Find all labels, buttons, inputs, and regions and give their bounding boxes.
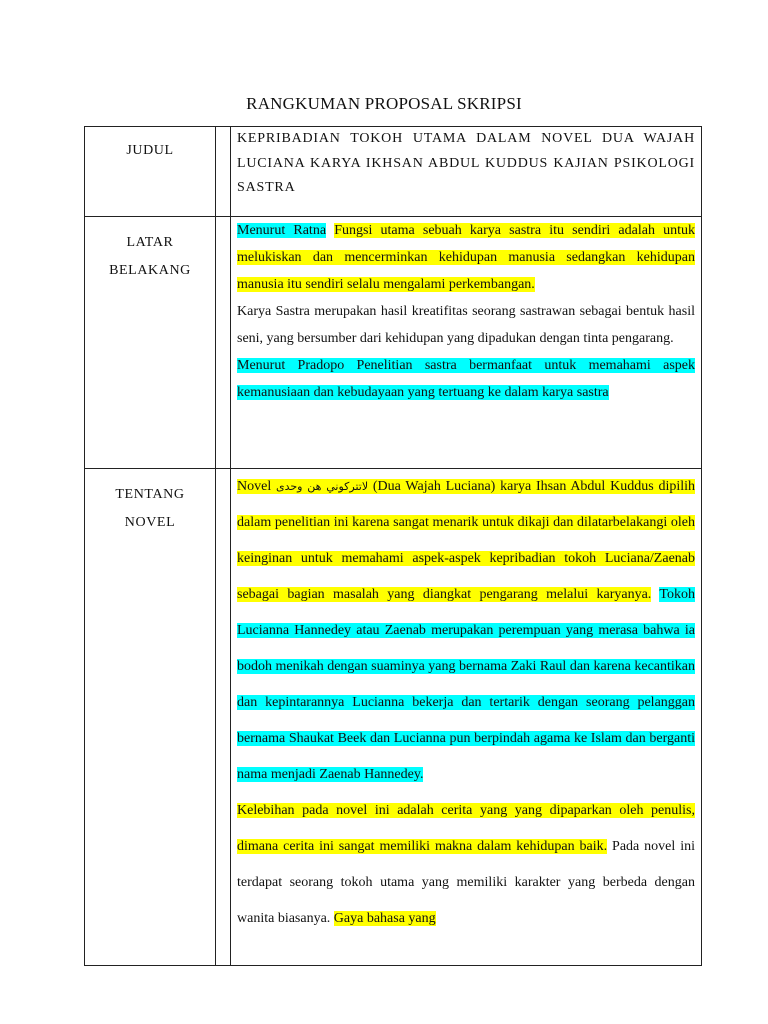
- label-line: TENTANG: [115, 487, 185, 502]
- row-label-latar-belakang: [85, 217, 216, 469]
- label-line: JUDUL: [126, 143, 174, 158]
- paragraph: [237, 793, 695, 937]
- judul-text: KEPRIBADIAN TOKOH UTAMA DALAM NOVEL DUA WAJAH LUCIANA KARYA IKHSAN ABDUL KUDDUS KAJIAN PSIKOLOGI SASTRA: [237, 131, 695, 195]
- row-label-judul: [85, 127, 216, 217]
- highlight-yellow: Gaya bahasa yang: [333, 911, 436, 926]
- summary-table: [84, 126, 702, 966]
- space: [326, 223, 334, 238]
- plain-text: Pada novel ini terdapat seorang tokoh utama yang memiliki karakter yang berbeda dengan wanita biasanya.: [237, 839, 695, 926]
- highlight-yellow: [237, 479, 695, 602]
- label-line: LATAR: [126, 235, 174, 250]
- row-label-tentang-novel: [85, 469, 216, 966]
- table-row-tentang-novel: [85, 469, 702, 966]
- label-line: NOVEL: [124, 515, 176, 530]
- highlight-cyan: Menurut Pradopo Penelitian sastra bermanfaat untuk memahami aspek kemanusiaan dan kebudayaan yang tertuang ke dalam karya sastra: [237, 358, 695, 400]
- novel-intro: (Dua Wajah Luciana) karya Ihsan Abdul Kuddus dipilih dalam penelitian ini karena sangat menarik untuk dikaji dan dilatarbelakangi oleh keinginan untuk memahami aspek-aspek kepribadian tokoh Luciana/Zaenab sebagai bagian masalah yang diangkat pengarang melalui karyanya.: [237, 479, 695, 602]
- row-content-tentang-novel: [231, 469, 702, 966]
- spacer-cell: [216, 127, 231, 217]
- highlight-yellow: Fungsi utama sebuah karya sastra itu sendiri adalah untuk melukiskan dan mencerminkan kehidupan manusia sedangkan kehidupan manusia itu sendiri selalu mengalami perkembangan.: [237, 223, 696, 292]
- paragraph: Karya Sastra merupakan hasil kreatifitas seorang sastrawan sebagai bentuk hasil seni, yang bersumber dari kehidupan yang dipadukan dengan tinta pengarang.: [237, 304, 695, 346]
- label-line: BELAKANG: [109, 263, 191, 278]
- row-content-judul: [231, 127, 702, 217]
- table-row-latar-belakang: [85, 217, 702, 469]
- paragraph: [237, 469, 695, 793]
- table-row-judul: [85, 127, 702, 217]
- paragraph: [237, 217, 695, 298]
- arabic-title: لاتتركوني هن وحدى: [276, 480, 369, 493]
- spacer-cell: [216, 469, 231, 966]
- page-title: RANGKUMAN PROPOSAL SKRIPSI: [246, 94, 522, 113]
- paragraph: [237, 352, 695, 406]
- row-content-latar-belakang: [231, 217, 702, 469]
- novel-word: Novel: [237, 479, 272, 494]
- highlight-cyan: Tokoh Lucianna Hannedey atau Zaenab merupakan perempuan yang merasa bahwa ia bodoh menikah dengan suaminya yang bernama Zaki Raul dan karena kecantikan dan kepintarannya Lucianna bekerja dan tertarik dengan seorang pelanggan bernama Shaukat Beek dan Lucianna pun berpindah agama ke Islam dan berganti nama menjadi Zaenab Hannedey.: [237, 587, 695, 782]
- spacer-cell: [216, 217, 231, 469]
- highlight-yellow: Kelebihan pada novel ini adalah cerita yang yang dipaparkan oleh penulis, dimana cerita ini sangat memiliki makna dalam kehidupan baik.: [237, 803, 695, 854]
- highlight-cyan: Menurut Ratna: [237, 223, 327, 238]
